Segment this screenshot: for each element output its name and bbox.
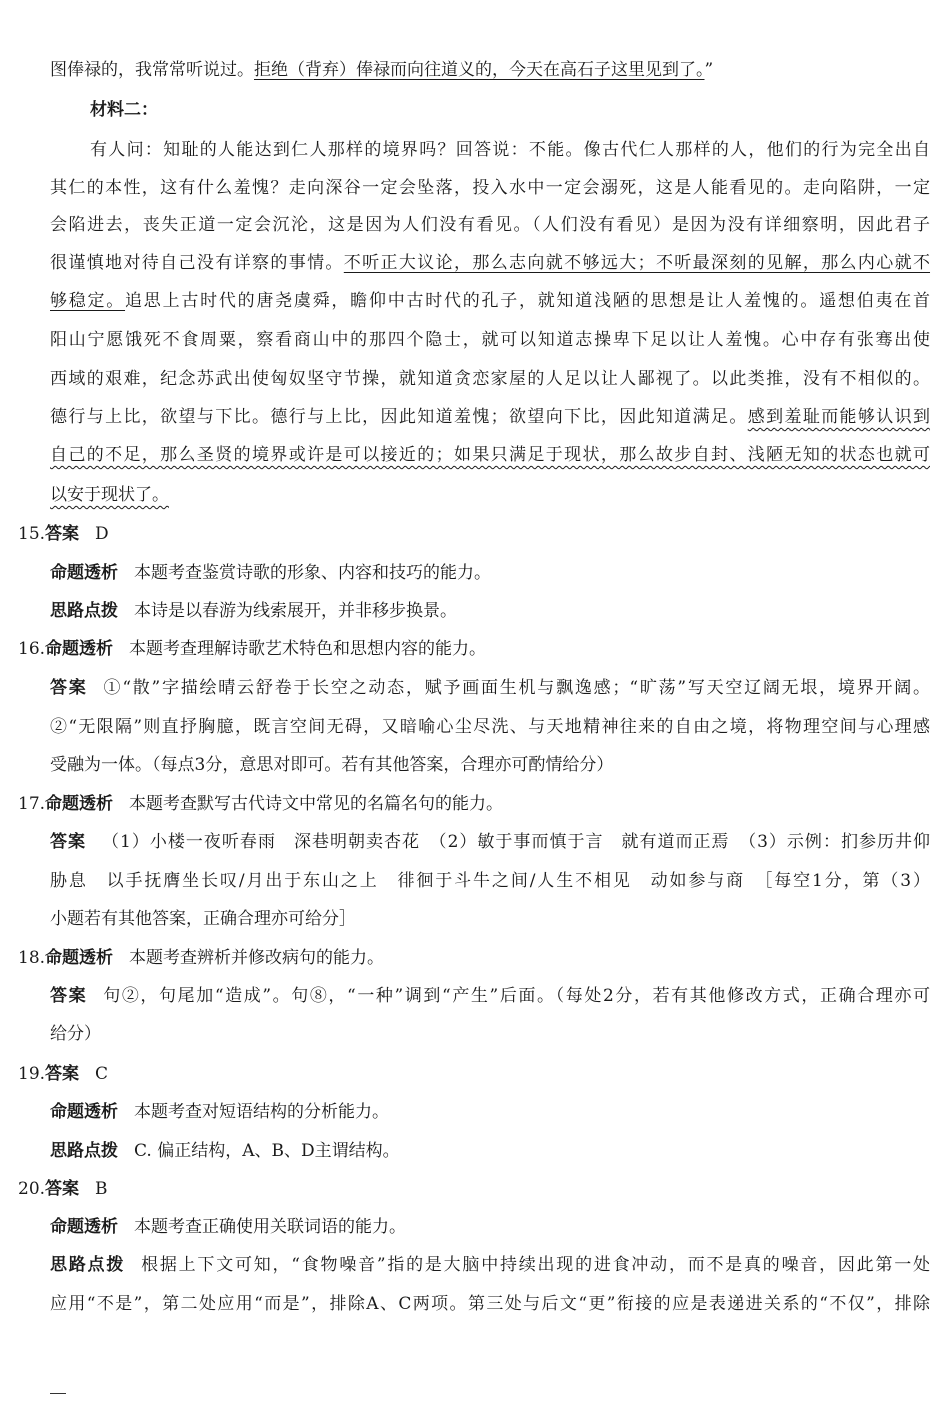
q19-answer-row — [18, 1063, 898, 1085]
analysis-text: 本题考查辨析并修改病句的能力。 — [129, 948, 385, 968]
q19-analysis-row — [50, 1101, 930, 1123]
analysis-label: 命题透析 — [50, 1217, 118, 1237]
wavy-underlined-translation: 自己的不足，那么圣贤的境界或许是可以接近的；如果只满足于现状，那么故步自封、浅陋无知的状态也就可 — [50, 445, 930, 465]
material2-line-1: 有人问：知耻的人能达到仁人那样的境界吗？回答说：不能。像古代仁人那样的人，他们的行为完全出自 — [90, 140, 930, 160]
hint-label: 思路点拨 — [50, 601, 118, 621]
question-number: 15. — [18, 524, 46, 544]
text-span: 追思上古时代的唐尧虞舜，瞻仰中古时代的孔子，就知道浅陋的思想是让人羞愧的。遥想伯夷在首 — [125, 291, 931, 311]
material1-closing-line — [50, 59, 930, 81]
q16-analysis-row — [18, 638, 898, 660]
material2-line-10 — [50, 484, 930, 506]
question-number: 18. — [18, 948, 46, 968]
material2-heading: 材料二： — [90, 100, 158, 120]
analysis-label: 命题透析 — [50, 563, 118, 583]
hint-text: C. 偏正结构，A、B、D主谓结构。 — [134, 1141, 400, 1161]
q15-answer-row — [18, 523, 898, 545]
material2-line-5 — [50, 290, 930, 312]
q18-answer-line-2: 给分） — [50, 1024, 101, 1044]
q18-answer-row — [50, 985, 930, 1007]
q17-analysis-row — [18, 793, 898, 815]
analysis-text: 本题考查鉴赏诗歌的形象、内容和技巧的能力。 — [134, 563, 491, 583]
answer-label: 答案 — [45, 524, 80, 544]
hint-label: 思路点拨 — [50, 1141, 118, 1161]
q16-answer-line-2: ②“无限隔”则直抒胸臆，既言空间无碍，又暗喻心尘尽洗、与天地精神往来的自由之境，将物理空间与心理感 — [50, 717, 930, 737]
q20-answer-row — [18, 1178, 898, 1200]
q18-analysis-row — [18, 947, 898, 969]
material2-line-8 — [50, 406, 930, 428]
question-number: 20. — [18, 1179, 46, 1199]
question-number: 19. — [18, 1064, 46, 1084]
hint-text: 本诗是以春游为线索展开，并非移步换景。 — [134, 601, 457, 621]
analysis-text: 本题考查正确使用关联词语的能力。 — [134, 1217, 406, 1237]
q20-analysis-row — [50, 1216, 930, 1238]
material2-line-9 — [50, 444, 930, 466]
answer-value: D — [95, 524, 109, 544]
analysis-label: 命题透析 — [45, 639, 114, 659]
answer-text: ①“散”字描绘晴云舒卷于长空之动态，赋予画面生机与飘逸感；“旷荡”写天空辽阔无垠，境界开阔。 — [103, 678, 931, 698]
text-span: 德行与上比，欲望与下比。德行与上比，因此知道羞愧；欲望向下比，因此知道满足。 — [50, 407, 748, 427]
analysis-label: 命题透析 — [45, 794, 114, 814]
analysis-label: 命题透析 — [50, 1102, 118, 1122]
answer-label: 答案 — [50, 986, 88, 1006]
q15-analysis-row — [50, 562, 930, 584]
answer-text: （1）小楼一夜听春雨 深巷明朝卖杏花 （2）敏于事而慎于言 就有道而正焉 （3）示例：扪参历井仰 — [102, 832, 931, 852]
analysis-text: 本题考查对短语结构的分析能力。 — [134, 1102, 389, 1122]
text-span: ” — [704, 60, 714, 80]
q17-answer-line-3: 小题若有其他答案，正确合理亦可给分］ — [50, 909, 356, 929]
wavy-underlined-translation: 感到羞耻而能够认识到 — [747, 407, 931, 427]
cut-off-text-fragment — [50, 1393, 66, 1394]
underlined-translation: 拒绝（背弃）俸禄而向往道义的，今天在高石子这里见到了。 — [254, 60, 705, 80]
answer-value: B — [95, 1179, 108, 1199]
analysis-text: 本题考查理解诗歌艺术特色和思想内容的能力。 — [129, 639, 487, 659]
answer-value: C — [95, 1064, 109, 1084]
material2-line-2: 其仁的本性，这有什么羞愧？走向深谷一定会坠落，投入水中一定会溺死，这是人能看见的。走向陷阱，一定 — [50, 178, 930, 198]
question-number: 16. — [18, 639, 46, 659]
answer-label: 答案 — [45, 1179, 80, 1199]
underlined-translation: 不听正大议论，那么志向就不够远大；不听最深刻的见解，那么内心就不 — [343, 253, 931, 273]
analysis-label: 命题透析 — [45, 948, 114, 968]
q19-hint-row — [50, 1140, 930, 1162]
answer-text: 句②，句尾加“造成”。句⑧，“一种”调到“产生”后面。（每处2分，若有其他修改方式，正确合理亦可 — [103, 986, 931, 1006]
text-span: 图俸禄的，我常常听说过。 — [50, 60, 254, 80]
q16-answer-line-3: 受融为一体。（每点3分，意思对即可。若有其他答案，合理亦可酌情给分） — [50, 755, 614, 775]
q20-hint-row — [50, 1254, 930, 1276]
text-span: 很谨慎地对待自己没有详察的事情。 — [50, 253, 344, 273]
q16-answer-row — [50, 677, 930, 699]
q17-answer-row — [50, 831, 930, 853]
wavy-underlined-translation: 以安于现状了。 — [50, 485, 169, 505]
material2-line-7: 西域的艰难，纪念苏武出使匈奴坚守节操，就知道贪恋家屋的人足以让人鄙视了。以此类推，没有不相似的。 — [50, 369, 930, 389]
q20-hint-line-2: 应用“不是”，第二处应用“而是”，排除A、C两项。第三处与后文“更”衔接的应是表递进关系的“不仅”，排除 — [50, 1294, 930, 1314]
answer-label: 答案 — [50, 832, 87, 852]
material2-line-4 — [50, 252, 930, 274]
hint-label: 思路点拨 — [50, 1255, 126, 1275]
answer-label: 答案 — [50, 678, 88, 698]
q17-answer-line-2: 胁息 以手抚膺坐长叹/月出于东山之上 徘徊于斗牛之间/人生不相见 动如参与商 ［每空1分，第（3） — [50, 871, 930, 891]
material2-line-6: 阳山宁愿饿死不食周粟，察看商山中的那四个隐士，就可以知道志操卑下足以让人羞愧。心中存有张骞出使 — [50, 330, 930, 350]
hint-text: 根据上下文可知，“食物噪音”指的是大脑中持续出现的进食冲动，而不是真的噪音，因此第一处 — [141, 1255, 931, 1275]
underlined-translation: 够稳定。 — [50, 291, 126, 311]
material2-line-3: 会陷进去，丧失正道一定会沉沦，这是因为人们没有看见。（人们没有看见）是因为没有详细察明，因此君子 — [50, 215, 930, 235]
question-number: 17. — [18, 794, 46, 814]
q15-hint-row — [50, 600, 930, 622]
answer-label: 答案 — [45, 1064, 80, 1084]
analysis-text: 本题考查默写古代诗文中常见的名篇名句的能力。 — [129, 794, 504, 814]
